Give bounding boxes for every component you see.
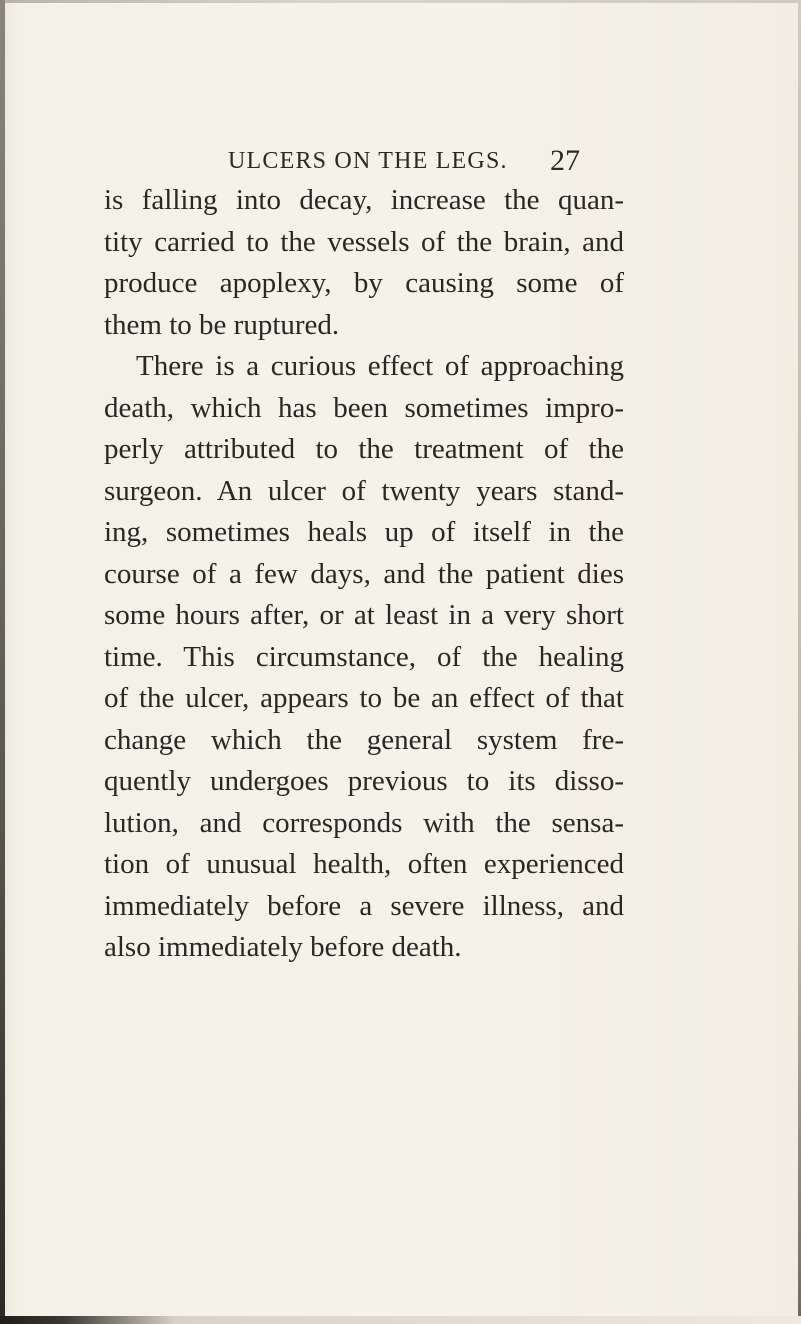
text-line: of the ulcer, appears to be an effect of that	[104, 682, 624, 714]
text-line: course of a few days, and the patient dies	[104, 557, 624, 590]
text-line: tity carried to the vessels of the brain, and	[104, 225, 624, 258]
running-title: ULCERS ON THE LEGS.	[228, 148, 508, 174]
text-line: change which the general system fre-	[104, 723, 624, 756]
text-line: some hours after, or at least in a very short	[104, 599, 624, 631]
page-top-edge	[0, 0, 801, 3]
text-line: time. This circumstance, of the healing	[104, 640, 624, 673]
text-line: ing, sometimes heals up of itself in the	[104, 516, 624, 548]
text-line: also immediately before death.	[104, 931, 462, 963]
text-line: tion of unusual health, often experienced	[104, 848, 624, 880]
text-line: quently undergoes previous to its disso-	[104, 765, 624, 797]
text-line: is falling into decay, increase the quan-	[104, 184, 624, 216]
page-bottom-edge	[0, 1316, 801, 1324]
text-line: surgeon. An ulcer of twenty years stand-	[104, 474, 624, 507]
text-line: produce apoplexy, by causing some of	[104, 267, 624, 299]
page-gutter-shadow	[0, 0, 5, 1324]
body-text	[104, 180, 624, 969]
text-line: them to be ruptured.	[104, 308, 340, 341]
text-line: lution, and corresponds with the sensa-	[104, 806, 624, 839]
text-line: immediately before a severe illness, and	[104, 889, 624, 922]
text-line: perly attributed to the treatment of the	[104, 433, 624, 465]
text-line: death, which has been sometimes impro-	[104, 391, 624, 424]
text-line: There is a curious effect of approaching	[136, 350, 624, 382]
page-number: 27	[550, 144, 580, 177]
